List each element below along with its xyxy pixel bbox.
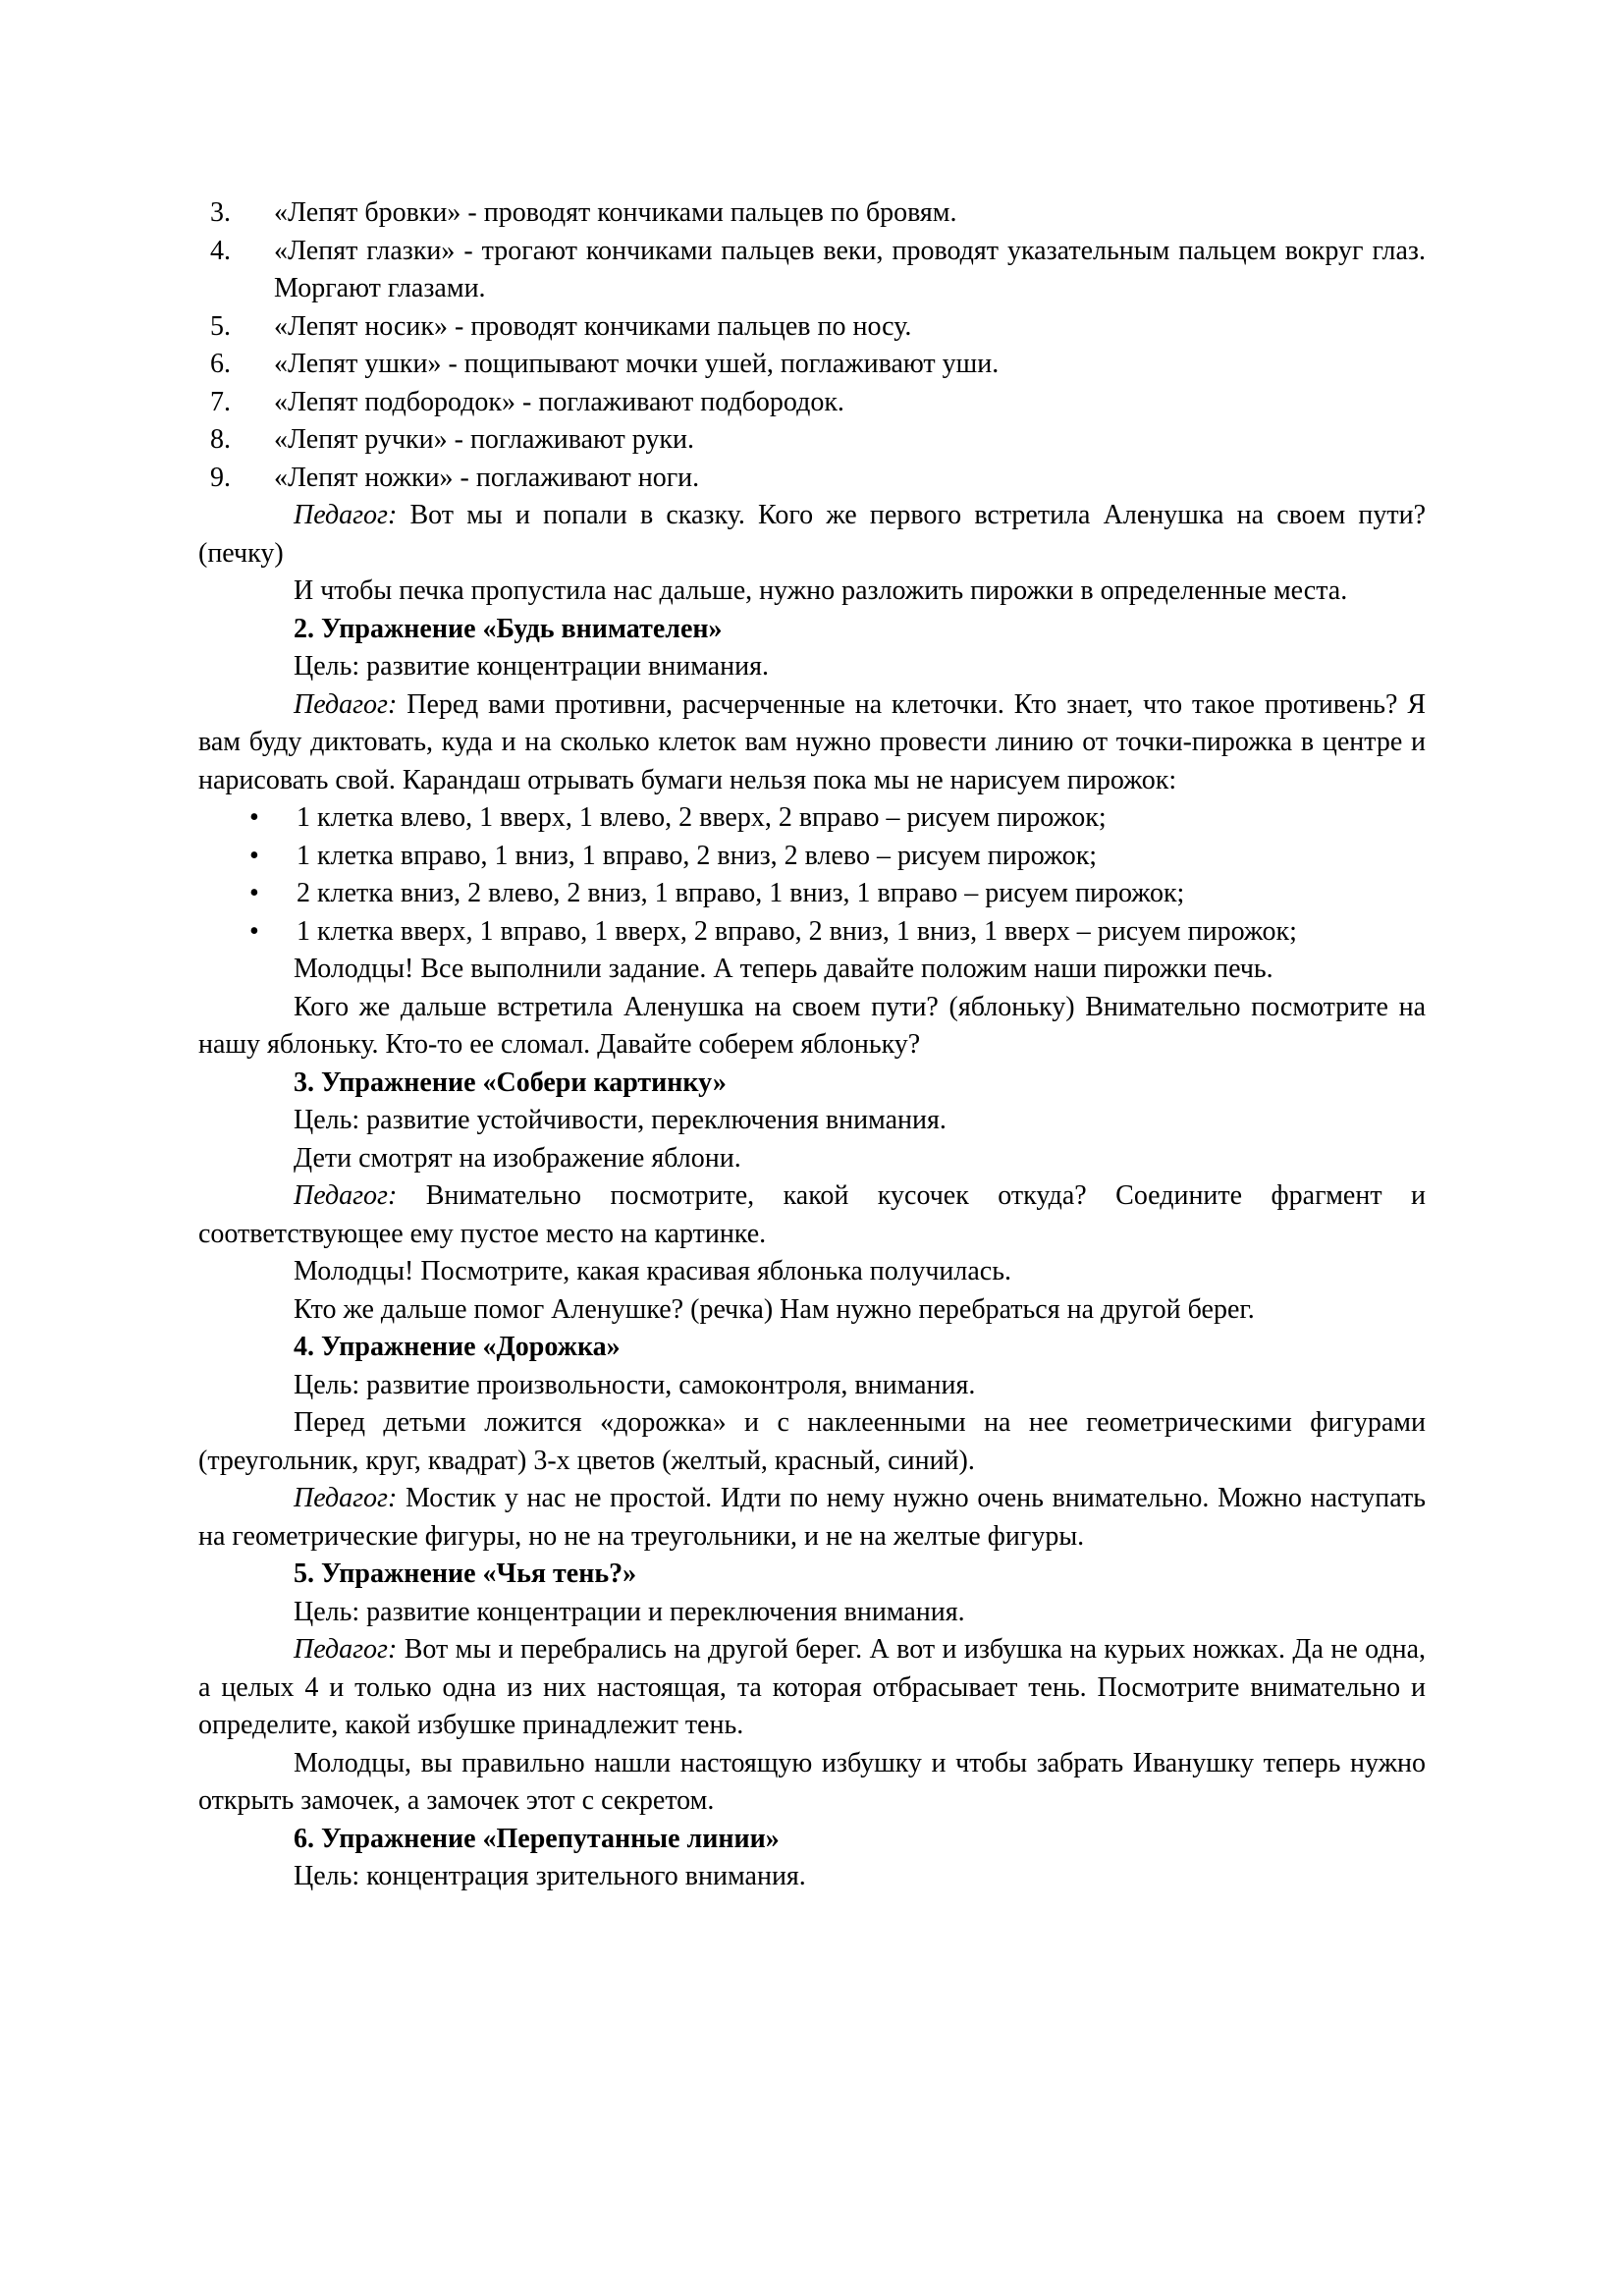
list-item-text: «Лепят ушки» - пощипывают мочки ушей, поглаживают уши.	[274, 349, 1000, 379]
list-item-number: 8.	[210, 424, 231, 455]
bullet-text: 1 клетка вправо, 1 вниз, 1 вправо, 2 вниз, 2 влево – рисуем пирожок;	[297, 840, 1098, 871]
list-item-number: 5.	[210, 310, 231, 342]
pedagog-text: Внимательно посмотрите, какой кусочек откуда? Соедините фрагмент и соответствующее ему пустое место на картинке.	[198, 1180, 1427, 1249]
list-item-number: 9.	[210, 462, 231, 493]
list-item-text: «Лепят носик» - проводят кончиками пальцев по носу.	[274, 310, 912, 342]
pedagog-label: Педагог:	[294, 500, 398, 530]
list-item-number: 7.	[210, 386, 231, 417]
page-content	[198, 194, 1426, 1896]
exercise-4-pedagog-paragraph	[198, 1480, 1426, 1556]
warmup-step-4	[198, 233, 1426, 308]
intro-pedagog-paragraph	[198, 497, 1426, 573]
pedagog-label: Педагог:	[294, 688, 398, 720]
warmup-step-8	[198, 421, 1426, 460]
exercise-6-title: 6. Упражнение «Перепутанные линии»	[294, 1823, 780, 1854]
warmup-step-7	[198, 384, 1426, 422]
bullet-icon: •	[249, 802, 259, 833]
exercise-2-goal: Цель: развитие концентрации внимания.	[294, 651, 770, 682]
exercise-4-note: Перед детьми ложится «дорожка» и с наклеенными на нее геометрическими фигурами (треугольник, круг, квадрат) 3-х цветов (желтый, красный, синий).	[198, 1407, 1426, 1476]
exercise-6-goal: Цель: концентрация зрительного внимания.	[294, 1861, 806, 1891]
list-item-text: «Лепят ручки» - поглаживают руки.	[274, 424, 695, 455]
exercise-5-title: 5. Упражнение «Чья тень?»	[294, 1558, 637, 1589]
dictation-step-4	[198, 913, 1426, 952]
warmup-step-9	[198, 460, 1426, 498]
exercise-2-pedagog-paragraph	[198, 686, 1426, 800]
exercise-3-note: Дети смотрят на изображение яблони.	[294, 1142, 741, 1174]
exercise-2-transition: Кого же дальше встретила Аленушка на своем пути? (яблоньку) Внимательно посмотрите на нашу яблоньку. Кто-то ее сломал. Давайте соберем яблоньку?	[198, 991, 1426, 1060]
pedagog-label: Педагог:	[294, 1634, 398, 1665]
exercise-4-goal: Цель: развитие произвольности, самоконтроля, внимания.	[294, 1369, 976, 1400]
exercise-3-title: 3. Упражнение «Собери картинку»	[294, 1066, 727, 1098]
exercise-4-title: 4. Упражнение «Дорожка»	[294, 1332, 621, 1362]
bullet-icon: •	[249, 840, 259, 871]
exercise-5-goal: Цель: развитие концентрации и переключения внимания.	[294, 1596, 965, 1627]
list-item-number: 6.	[210, 349, 231, 379]
bullet-text: 1 клетка влево, 1 вверх, 1 влево, 2 вверх, 2 вправо – рисуем пирожок;	[297, 802, 1107, 833]
list-item-number: 3.	[210, 197, 231, 228]
pedagog-label: Педагог:	[294, 1180, 398, 1211]
list-item-text: «Лепят глазки» - трогают кончиками пальцев веки, проводят указательным пальцем вокруг глаз. Моргают глазами.	[274, 235, 1426, 303]
dictation-step-2	[198, 838, 1426, 876]
exercise-3-goal: Цель: развитие устойчивости, переключения внимания.	[294, 1105, 947, 1135]
pedagog-text: Перед вами противни, расчерченные на клеточки. Кто знает, что такое противень? Я вам буду диктовать, куда и на сколько клеток вам нужно провести линию от точки-пирожка в центре и нарисовать свой. Карандаш отрывать бумаги нельзя пока мы не нарисуем пирожок:	[198, 688, 1427, 795]
warmup-step-3	[198, 194, 1426, 233]
intro-stove-paragraph: И чтобы печка пропустила нас дальше, нужно разложить пирожки в определенные места.	[294, 575, 1348, 606]
list-item-text: «Лепят подбородок» - поглаживают подбородок.	[274, 386, 844, 417]
exercise-3-pedagog-paragraph	[198, 1177, 1426, 1253]
bullet-text: 1 клетка вверх, 1 вправо, 1 вверх, 2 вправо, 2 вниз, 1 вниз, 1 вверх – рисуем пирожок;	[297, 915, 1297, 947]
warmup-step-6	[198, 346, 1426, 384]
bullet-icon: •	[249, 915, 259, 947]
pedagog-text: Вот мы и перебрались на другой берег. А вот и избушка на курьих ножках. Да не одна, а целых 4 и только одна из них настоящая, та которая отбрасывает тень. Посмотрите внимательно и определите, какой избушке принадлежит тень.	[198, 1634, 1427, 1740]
exercise-5-praise: Молодцы, вы правильно нашли настоящую избушку и чтобы забрать Иванушку теперь нужно открыть замочек, а замочек этот с секретом.	[198, 1747, 1426, 1816]
dictation-step-3	[198, 875, 1426, 913]
exercise-3-praise: Молодцы! Посмотрите, какая красивая яблонька получилась.	[294, 1256, 1011, 1286]
pedagog-text: Вот мы и попали в сказку. Кого же первого встретила Аленушка на своем пути? (печку)	[198, 500, 1426, 569]
list-item-text: «Лепят ножки» - поглаживают ноги.	[274, 462, 700, 493]
dictation-step-1	[198, 799, 1426, 838]
exercise-5-pedagog-paragraph	[198, 1631, 1426, 1745]
list-item-text: «Лепят бровки» - проводят кончиками пальцев по бровям.	[274, 197, 957, 228]
bullet-icon: •	[249, 878, 259, 908]
pedagog-label: Педагог:	[294, 1483, 398, 1513]
exercise-3-transition: Кто же дальше помог Аленушке? (речка) Нам нужно перебраться на другой берег.	[294, 1293, 1255, 1325]
warmup-step-5	[198, 308, 1426, 347]
list-item-number: 4.	[210, 235, 231, 266]
exercise-2-title: 2. Упражнение «Будь внимателен»	[294, 613, 723, 644]
exercise-2-praise: Молодцы! Все выполнили задание. А теперь давайте положим наши пирожки печь.	[294, 954, 1273, 984]
pedagog-text: Мостик у нас не простой. Идти по нему нужно очень внимательно. Можно наступать на геометрические фигуры, но не на треугольники, и не на желтые фигуры.	[198, 1483, 1426, 1552]
bullet-text: 2 клетка вниз, 2 влево, 2 вниз, 1 вправо, 1 вниз, 1 вправо – рисуем пирожок;	[297, 878, 1185, 908]
